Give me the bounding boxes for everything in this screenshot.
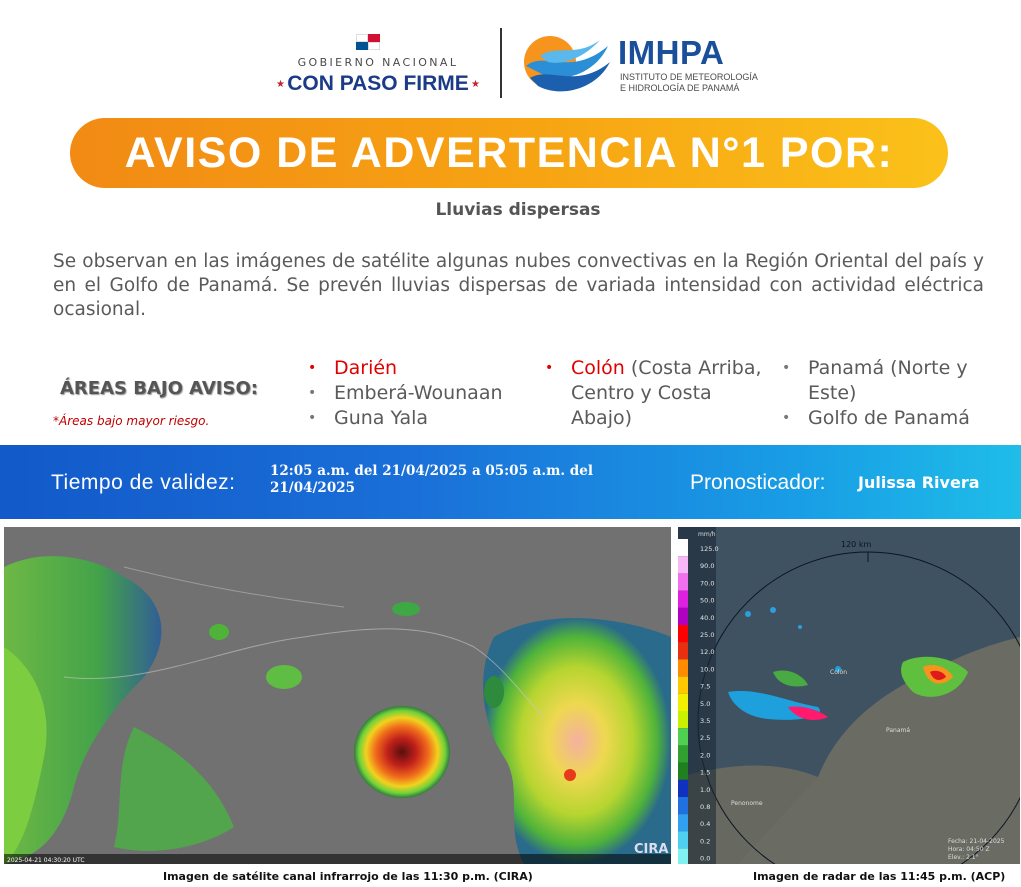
warning-description: Se observan en las imágenes de satélite algunas nubes convectivas en la Región Oriental del país y en el Golfo de Panamá. Se prevén lluvias dispersas de variada intensidad con actividad eléctrica ocasional. [53, 251, 984, 320]
scale-swatch [678, 591, 688, 608]
org-subtitle: INSTITUTO DE METEOROLOGÍA E HIDROLOGÍA DE PANAMÁ [620, 72, 758, 93]
satellite-infrared-map [4, 527, 671, 864]
scale-label: 0.8 [700, 803, 711, 811]
scale-swatch [678, 677, 688, 694]
city-label: Penonome [731, 800, 763, 807]
panama-flag-icon [356, 34, 380, 50]
area-item: • Colón (Costa Arriba, Centro y Costa Abajo) [543, 356, 768, 431]
scale-swatch [678, 745, 688, 762]
forecaster-name: Julissa Rivera [858, 473, 980, 492]
scale-label: 50.0 [700, 596, 715, 605]
org-name: IMHPA [618, 34, 725, 71]
scale-swatch [678, 694, 688, 711]
scale-swatch [678, 573, 688, 590]
scale-swatch [678, 625, 688, 642]
scale-label: 10.0 [700, 665, 715, 674]
scale-swatch [678, 831, 688, 848]
scale-swatch [678, 797, 688, 814]
satellite-caption: Imagen de satélite canal infrarrojo de las 11:30 p.m. (CIRA) [163, 870, 533, 883]
scale-label: 3.5 [700, 717, 711, 725]
star-icon: ★ [471, 79, 480, 90]
satellite-image [4, 527, 671, 864]
scale-label: 90.0 [700, 562, 715, 571]
scale-swatch [678, 780, 688, 797]
radar-map [678, 527, 1020, 864]
city-label: Colón [830, 669, 848, 676]
satellite-timestamp: 2025-04-21 04:30:20 UTC [7, 857, 85, 864]
validity-bar [0, 445, 1021, 519]
scale-label: 2.5 [700, 734, 711, 743]
areas-title: ÁREAS BAJO AVISO: [60, 378, 258, 399]
government-logo [268, 30, 488, 100]
validity-label: Tiempo de validez: [51, 471, 236, 494]
forecaster-label: Pronosticador: [690, 471, 826, 494]
star-icon: ★ [276, 79, 285, 90]
scale-label: 125.0 [700, 545, 719, 553]
scale-swatch [678, 659, 688, 676]
scale-swatch [678, 728, 688, 745]
area-item: • Panamá (Norte y Este) [780, 356, 995, 406]
imhpa-logo [520, 32, 760, 98]
gov-line1: GOBIERNO NACIONAL [297, 56, 459, 69]
area-item: • Golfo de Panamá [780, 406, 995, 431]
scale-label: 7.5 [700, 682, 711, 691]
scale-swatch [678, 763, 688, 780]
scale-swatch [678, 711, 688, 728]
warning-title: AVISO DE ADVERTENCIA N°1 POR: [124, 128, 894, 177]
scale-label: 0.4 [700, 820, 711, 829]
area-item: • Darién [306, 356, 536, 381]
scale-label: 2.0 [700, 751, 711, 760]
scale-label: 0.0 [700, 854, 711, 863]
radar-range-label: 120 km [841, 540, 872, 549]
scale-swatch [678, 814, 688, 831]
scale-swatch [678, 642, 688, 659]
warning-subtitle: Lluvias dispersas [435, 200, 601, 220]
area-item: • Emberá-Wounaan [306, 381, 536, 406]
scale-label: 1.5 [700, 768, 711, 777]
scale-label: 0.2 [700, 837, 711, 846]
scale-label: 40.0 [700, 613, 715, 622]
radar-info: Elev.: 2.1° [948, 854, 979, 861]
scale-label: 70.0 [700, 579, 715, 588]
logo-divider [500, 28, 502, 98]
radar-info: Hora: 04:50 Z [948, 846, 990, 853]
radar-caption: Imagen de radar de las 11:45 p.m. (ACP) [753, 870, 1006, 883]
scale-label: 1.0 [700, 785, 711, 794]
scale-label: 12.0 [700, 648, 715, 657]
radar-info: Fecha: 21-04-2025 [948, 838, 1005, 845]
areas-note: *Áreas bajo mayor riesgo. [53, 414, 210, 428]
areas-column-2 [543, 356, 768, 431]
scale-swatch [678, 556, 688, 573]
scale-label: 25.0 [700, 631, 715, 639]
imhpa-emblem-icon [520, 32, 612, 96]
scale-swatch [678, 539, 688, 556]
areas-column-3 [780, 356, 995, 431]
radar-unit: mm/h [698, 531, 716, 538]
validity-value: 12:05 a.m. del 21/04/2025 a 05:05 a.m. del 21/04/2025 [270, 463, 593, 496]
scale-label: 5.0 [700, 699, 711, 708]
cira-logo: CIRA [634, 842, 669, 857]
city-label: Panamá [886, 727, 911, 734]
radar-image [678, 527, 1020, 864]
warning-banner [70, 118, 948, 188]
scale-swatch [678, 849, 688, 864]
area-item: • Guna Yala [306, 406, 536, 431]
areas-column-1 [306, 356, 536, 431]
gov-line2: CON PASO FIRME [287, 72, 469, 95]
scale-swatch [678, 608, 688, 625]
